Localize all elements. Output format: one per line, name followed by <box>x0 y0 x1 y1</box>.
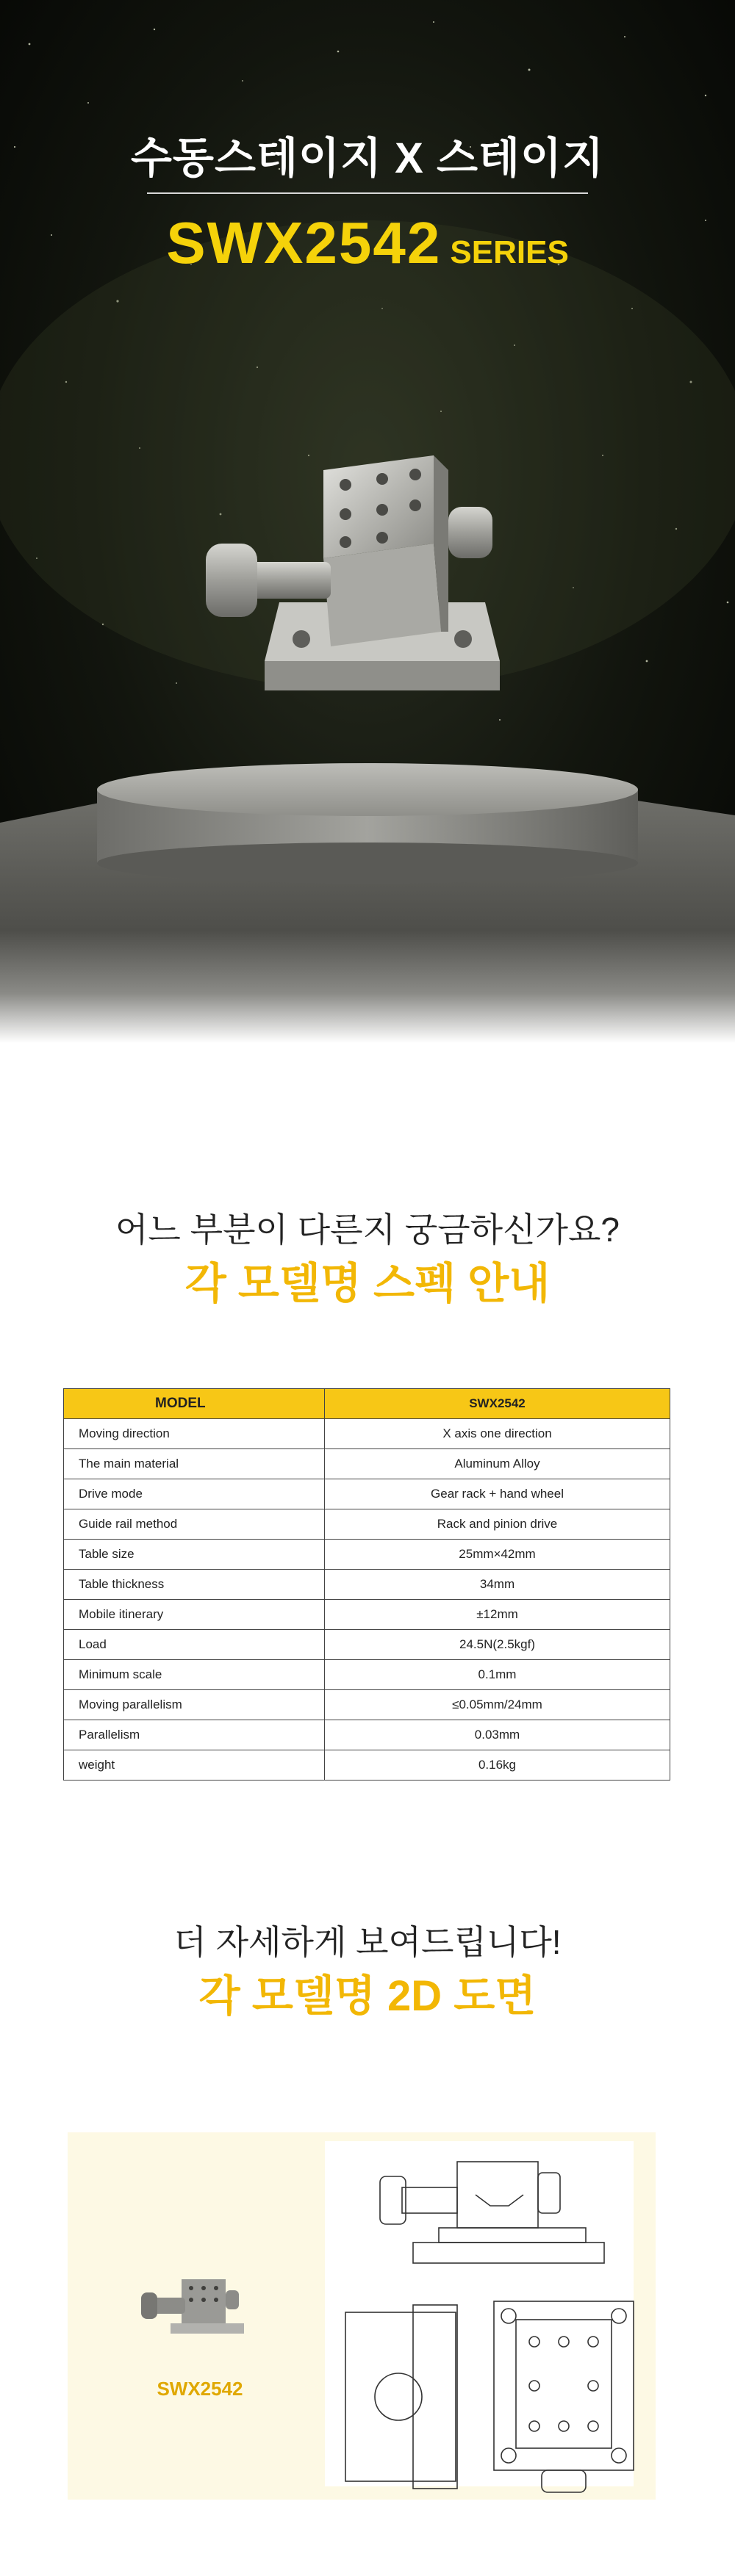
table-row <box>64 1479 670 1509</box>
spec-value: ±12mm <box>325 1600 670 1630</box>
spec-value: X axis one direction <box>325 1419 670 1449</box>
hero-banner <box>0 0 735 1043</box>
technical-drawing <box>68 2132 656 2500</box>
spec-value: Gear rack + hand wheel <box>325 1479 670 1509</box>
spec-value: Rack and pinion drive <box>325 1509 670 1540</box>
table-row <box>64 1540 670 1570</box>
product-label: SWX2542 <box>157 2378 243 2400</box>
hero-divider <box>147 192 588 194</box>
table-row <box>64 1690 670 1720</box>
table-row <box>64 1630 670 1660</box>
spec-value: ≤0.05mm/24mm <box>325 1690 670 1720</box>
spec-value: 34mm <box>325 1570 670 1600</box>
table-row <box>64 1750 670 1781</box>
drawing-section-heading: 각 모델명 2D 도면 <box>198 1972 537 2020</box>
table-row <box>64 1570 670 1600</box>
spec-value: 0.03mm <box>325 1720 670 1750</box>
hero-model-name: SWX2542 <box>166 210 442 275</box>
spec-header-cell: SWX2542 <box>325 1389 670 1419</box>
spec-key: Moving parallelism <box>64 1690 325 1720</box>
drawing-section-subtitle: 더 자세하게 보여드립니다! <box>173 1923 562 1961</box>
spec-key: Parallelism <box>64 1720 325 1750</box>
hero-title: 수동스테이지 X 스테이지 <box>130 134 605 182</box>
spec-key: Moving direction <box>64 1419 325 1449</box>
spec-value: 25mm×42mm <box>325 1540 670 1570</box>
spec-key: The main material <box>64 1449 325 1479</box>
product-thumbnail <box>141 2279 244 2334</box>
spec-value: 0.1mm <box>325 1660 670 1690</box>
spec-key: weight <box>64 1750 325 1781</box>
spec-key: Table thickness <box>64 1570 325 1600</box>
table-row <box>64 1419 670 1449</box>
spec-key: Mobile itinerary <box>64 1600 325 1630</box>
spec-table <box>63 1388 670 1781</box>
table-row <box>64 1509 670 1540</box>
spec-value: 24.5N(2.5kgf) <box>325 1630 670 1660</box>
spec-key: Minimum scale <box>64 1660 325 1690</box>
spec-value: 0.16kg <box>325 1750 670 1781</box>
hero-model-line <box>0 209 735 277</box>
spec-table-header-row <box>64 1389 670 1419</box>
hero-series-label: SERIES <box>450 234 569 270</box>
spec-key: Guide rail method <box>64 1509 325 1540</box>
spec-section-heading: 각 모델명 스펙 안내 <box>184 1260 551 1307</box>
spec-key: Load <box>64 1630 325 1660</box>
table-row <box>64 1449 670 1479</box>
table-row <box>64 1660 670 1690</box>
spec-section-subtitle: 어느 부분이 다른지 궁금하신가요? <box>115 1211 620 1249</box>
stage-product-illustration <box>0 411 735 1043</box>
table-row <box>64 1600 670 1630</box>
table-row <box>64 1720 670 1750</box>
spec-header-cell: MODEL <box>64 1389 325 1419</box>
spec-key: Table size <box>64 1540 325 1570</box>
spec-value: Aluminum Alloy <box>325 1449 670 1479</box>
spec-key: Drive mode <box>64 1479 325 1509</box>
